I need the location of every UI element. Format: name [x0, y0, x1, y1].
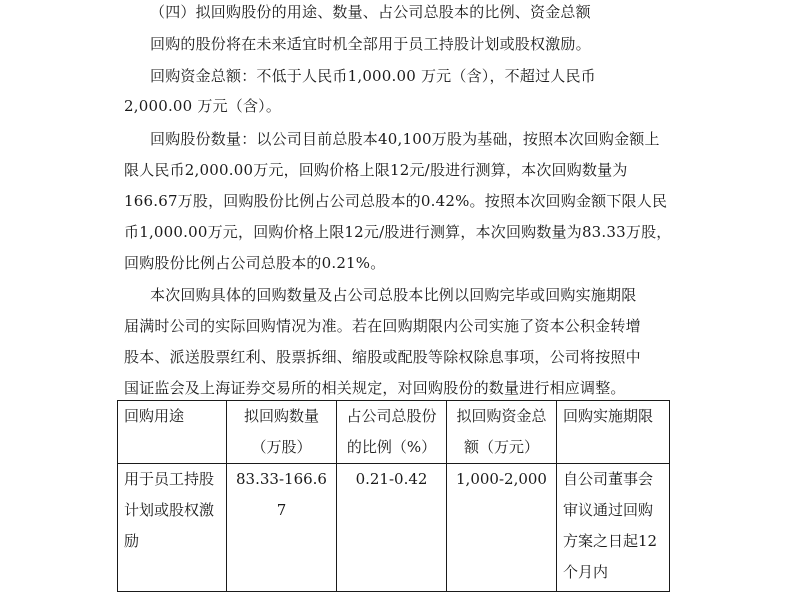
quantity-line-4: 币1,000.00万元，回购价格上限12元/股进行测算，本次回购数量为83.33万股，: [124, 223, 672, 241]
header-period: 回购实施期限: [557, 401, 670, 464]
header-quantity: 拟回购数量 （万股）: [227, 401, 337, 464]
header-fund: 拟回购资金总 额（万元）: [447, 401, 557, 464]
final-line-1: 本次回购具体的回购数量及占公司总股本比例以回购完毕或回购实施期限: [150, 286, 637, 304]
section-heading: （四）拟回购股份的用途、数量、占公司总股本的比例、资金总额: [150, 3, 591, 21]
cell-ratio: 0.21-0.42: [337, 464, 447, 592]
cell-fund: 1,000-2,000: [447, 464, 557, 592]
fund-total-line-1: 回购资金总额：不低于人民币1,000.00 万元（含），不超过人民币: [150, 67, 596, 85]
final-line-2: 届满时公司的实际回购情况为准。若在回购期限内公司实施了资本公积金转增: [124, 317, 641, 335]
quantity-line-1: 回购股份数量：以公司目前总股本40,100万股为基础，按照本次回购金额上: [150, 130, 660, 148]
cell-quantity: 83.33-166.67: [227, 464, 337, 592]
repurchase-table: [117, 400, 670, 592]
final-line-4: 国证监会及上海证券交易所的相关规定，对回购股份的数量进行相应调整。: [124, 379, 626, 397]
final-line-3: 股本、派送股票红利、股票拆细、缩股或配股等除权除息事项，公司将按照中: [124, 348, 641, 366]
header-ratio: 占公司总股份 的比例（%）: [337, 401, 447, 464]
quantity-line-3: 166.67万股，回购股份比例占公司总股本的0.42%。按照本次回购金额下限人民: [124, 192, 668, 210]
header-purpose: 回购用途: [118, 401, 227, 464]
table-header-row: [118, 401, 670, 464]
quantity-line-5: 回购股份比例占公司总股本的0.21%。: [124, 254, 386, 272]
quantity-line-2: 限人民币2,000.00万元，回购价格上限12元/股进行测算，本次回购数量为: [124, 161, 628, 179]
cell-purpose: 用于员工持股 计划或股权激 励: [118, 464, 227, 592]
table-row: [118, 464, 670, 592]
fund-total-line-2: 2,000.00 万元（含）。: [124, 97, 282, 115]
purpose-paragraph: 回购的股份将在未来适宜时机全部用于员工持股计划或股权激励。: [150, 35, 591, 53]
cell-period: 自公司董事会 审议通过回购 方案之日起12 个月内: [557, 464, 670, 592]
